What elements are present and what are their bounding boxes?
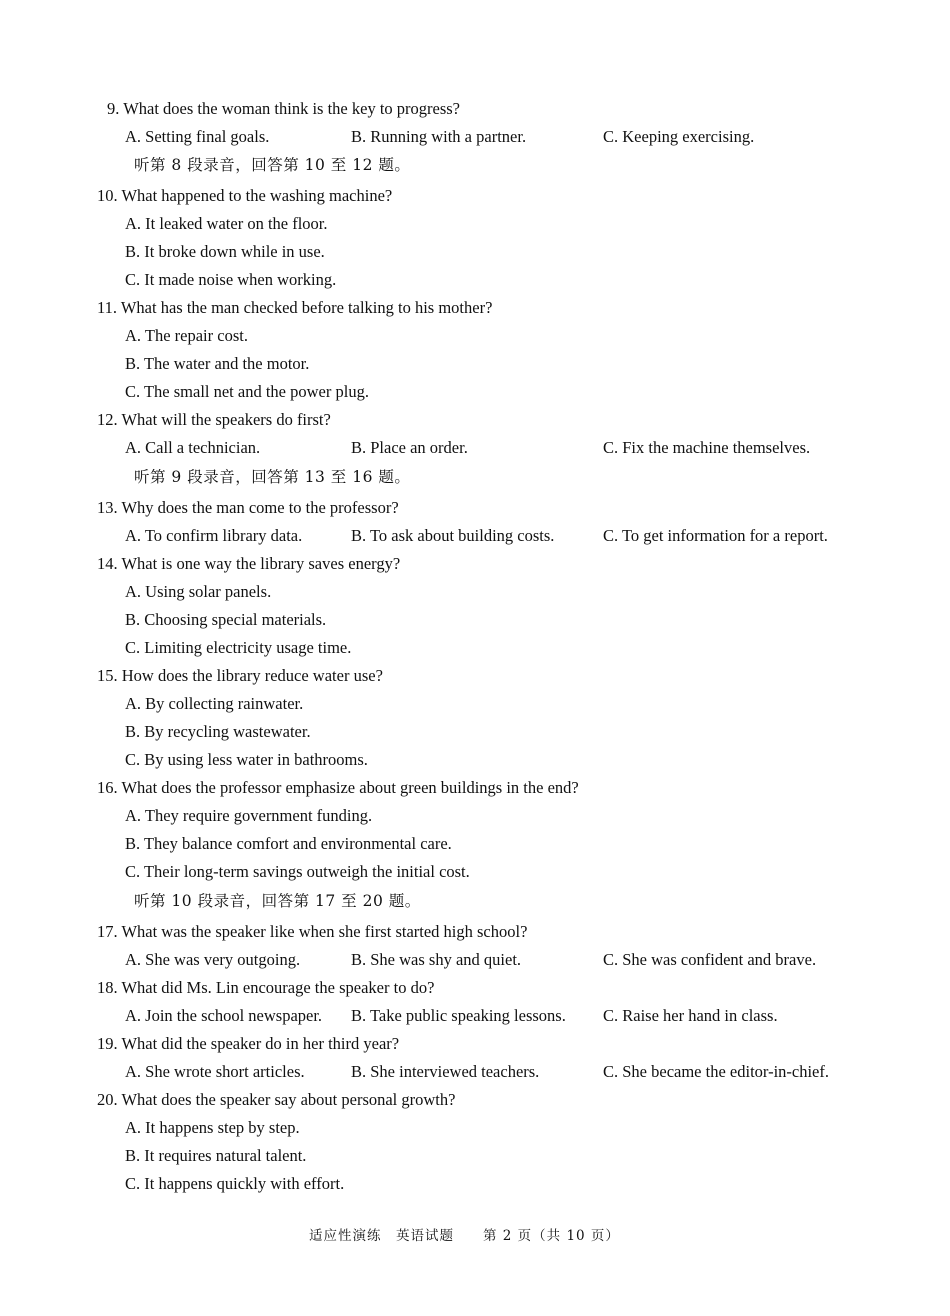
q15-option-c: C. By using less water in bathrooms. — [125, 750, 368, 769]
q20-option-a: A. It happens step by step. — [125, 1118, 300, 1137]
question-15: 15. How does the library reduce water use? — [97, 666, 383, 685]
q10-option-c: C. It made noise when working. — [125, 270, 337, 289]
question-14: 14. What is one way the library saves energy? — [97, 554, 401, 573]
q20-option-b: B. It requires natural talent. — [125, 1146, 307, 1165]
q19-option-c: C. She became the editor-in-chief. — [603, 1062, 829, 1081]
question-19: 19. What did the speaker do in her third year? — [97, 1034, 400, 1053]
question-13: 13. Why does the man come to the professor? — [97, 498, 399, 517]
section-heading-10: 听第 10 段录音，回答第 17 至 20 题。 — [134, 892, 421, 910]
q14-option-b: B. Choosing special materials. — [125, 610, 327, 629]
q12-option-a: A. Call a technician. — [125, 438, 261, 457]
question-18: 18. What did Ms. Lin encourage the speaker to do? — [97, 978, 435, 997]
q19-option-b: B. She interviewed teachers. — [351, 1062, 540, 1081]
q10-option-a: A. It leaked water on the floor. — [125, 214, 328, 233]
q20-option-c: C. It happens quickly with effort. — [125, 1174, 345, 1193]
q15-option-a: A. By collecting rainwater. — [125, 694, 304, 713]
q17-option-b: B. She was shy and quiet. — [351, 950, 522, 969]
q11-option-b: B. The water and the motor. — [125, 354, 310, 373]
q19-option-a: A. She wrote short articles. — [125, 1062, 305, 1081]
q11-option-c: C. The small net and the power plug. — [125, 382, 369, 401]
q16-option-a: A. They require government funding. — [125, 806, 373, 825]
question-10: 10. What happened to the washing machine? — [97, 186, 393, 205]
q9-option-a: A. Setting final goals. — [125, 127, 270, 146]
section-heading-8: 听第 8 段录音，回答第 10 至 12 题。 — [134, 156, 411, 174]
q16-option-c: C. Their long-term savings outweigh the initial cost. — [125, 862, 470, 881]
q18-option-a: A. Join the school newspaper. — [125, 1006, 323, 1025]
q10-option-b: B. It broke down while in use. — [125, 242, 325, 261]
q18-option-b: B. Take public speaking lessons. — [351, 1006, 566, 1025]
q9-option-c: C. Keeping exercising. — [603, 127, 755, 146]
q12-option-c: C. Fix the machine themselves. — [603, 438, 811, 457]
q17-option-c: C. She was confident and brave. — [603, 950, 817, 969]
section-heading-9: 听第 9 段录音，回答第 13 至 16 题。 — [134, 468, 411, 486]
question-11: 11. What has the man checked before talking to his mother? — [97, 298, 493, 317]
question-12: 12. What will the speakers do first? — [97, 410, 331, 429]
q13-option-c: C. To get information for a report. — [603, 526, 828, 545]
q14-option-a: A. Using solar panels. — [125, 582, 272, 601]
q17-option-a: A. She was very outgoing. — [125, 950, 301, 969]
q14-option-c: C. Limiting electricity usage time. — [125, 638, 352, 657]
q18-option-c: C. Raise her hand in class. — [603, 1006, 778, 1025]
page-footer: 适应性演练 英语试题 第 2 页（共 10 页） — [309, 1228, 620, 1244]
question-9: 9. What does the woman think is the key to progress? — [107, 99, 461, 118]
q15-option-b: B. By recycling wastewater. — [125, 722, 311, 741]
q12-option-b: B. Place an order. — [351, 438, 468, 457]
q13-option-a: A. To confirm library data. — [125, 526, 303, 545]
q16-option-b: B. They balance comfort and environmental care. — [125, 834, 452, 853]
question-17: 17. What was the speaker like when she first started high school? — [97, 922, 528, 941]
q11-option-a: A. The repair cost. — [125, 326, 248, 345]
question-16: 16. What does the professor emphasize about green buildings in the end? — [97, 778, 579, 797]
q9-option-b: B. Running with a partner. — [351, 127, 527, 146]
q13-option-b: B. To ask about building costs. — [351, 526, 555, 545]
question-20: 20. What does the speaker say about personal growth? — [97, 1090, 456, 1109]
